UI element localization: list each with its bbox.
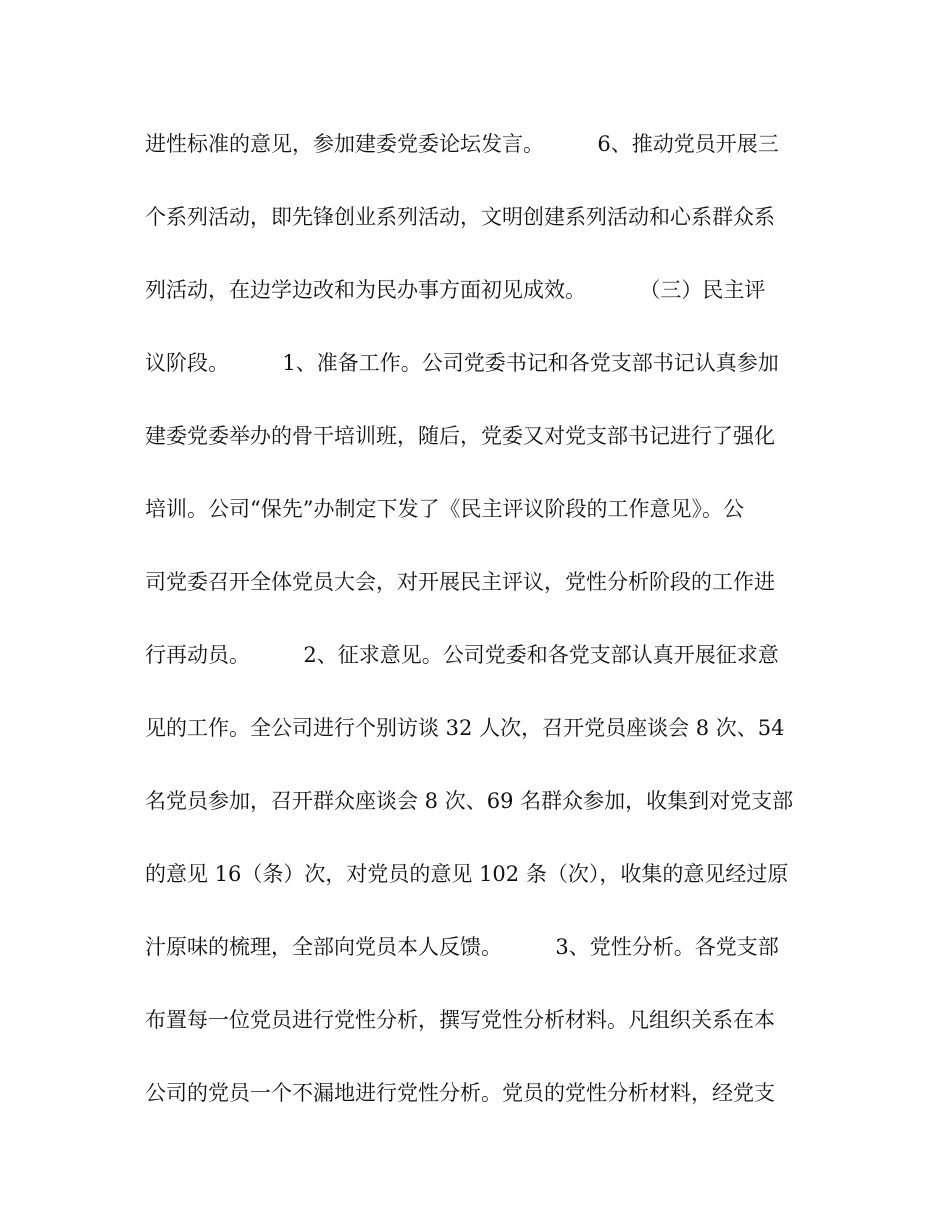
text-line: 公司的党员一个不漏地进行党性分析。党员的党性分析材料，经党支 bbox=[145, 1081, 775, 1105]
body-text bbox=[145, 122, 815, 1144]
text-line: 议阶段。 1、准备工作。公司党委书记和各党支部书记认真参加 bbox=[145, 351, 779, 375]
text-line: 个系列活动，即先锋创业系列活动，文明创建系列活动和心系群众系 bbox=[145, 205, 775, 229]
text-line: 列活动，在边学边改和为民办事方面初见成效。 （三）民主评 bbox=[145, 278, 766, 302]
text-line: 的意见 16（条）次，对党员的意见 102 条（次），收集的意见经过原 bbox=[145, 862, 789, 886]
text-line: 建委党委举办的骨干培训班，随后，党委又对党支部书记进行了强化 bbox=[145, 424, 775, 448]
text-line: 见的工作。全公司进行个别访谈 32 人次，召开党员座谈会 8 次、54 bbox=[145, 716, 785, 740]
text-line: 培训。公司“保先”办制定下发了《民主评议阶段的工作意见》。公 bbox=[145, 497, 744, 521]
text-line: 司党委召开全体党员大会，对开展民主评议，党性分析阶段的工作进 bbox=[145, 570, 775, 594]
text-line: 名党员参加，召开群众座谈会 8 次、69 名群众参加，收集到对党支部 bbox=[145, 789, 794, 813]
text-line: 进性标准的意见，参加建委党委论坛发言。 6、推动党员开展三 bbox=[145, 132, 779, 156]
text-line: 汁原味的梳理，全部向党员本人反馈。 3、党性分析。各党支部 bbox=[145, 935, 779, 959]
text-line: 布置每一位党员进行党性分析，撰写党性分析材料。凡组织关系在本 bbox=[145, 1008, 775, 1032]
text-line: 行再动员。 2、征求意见。公司党委和各党支部认真开展征求意 bbox=[145, 643, 779, 667]
